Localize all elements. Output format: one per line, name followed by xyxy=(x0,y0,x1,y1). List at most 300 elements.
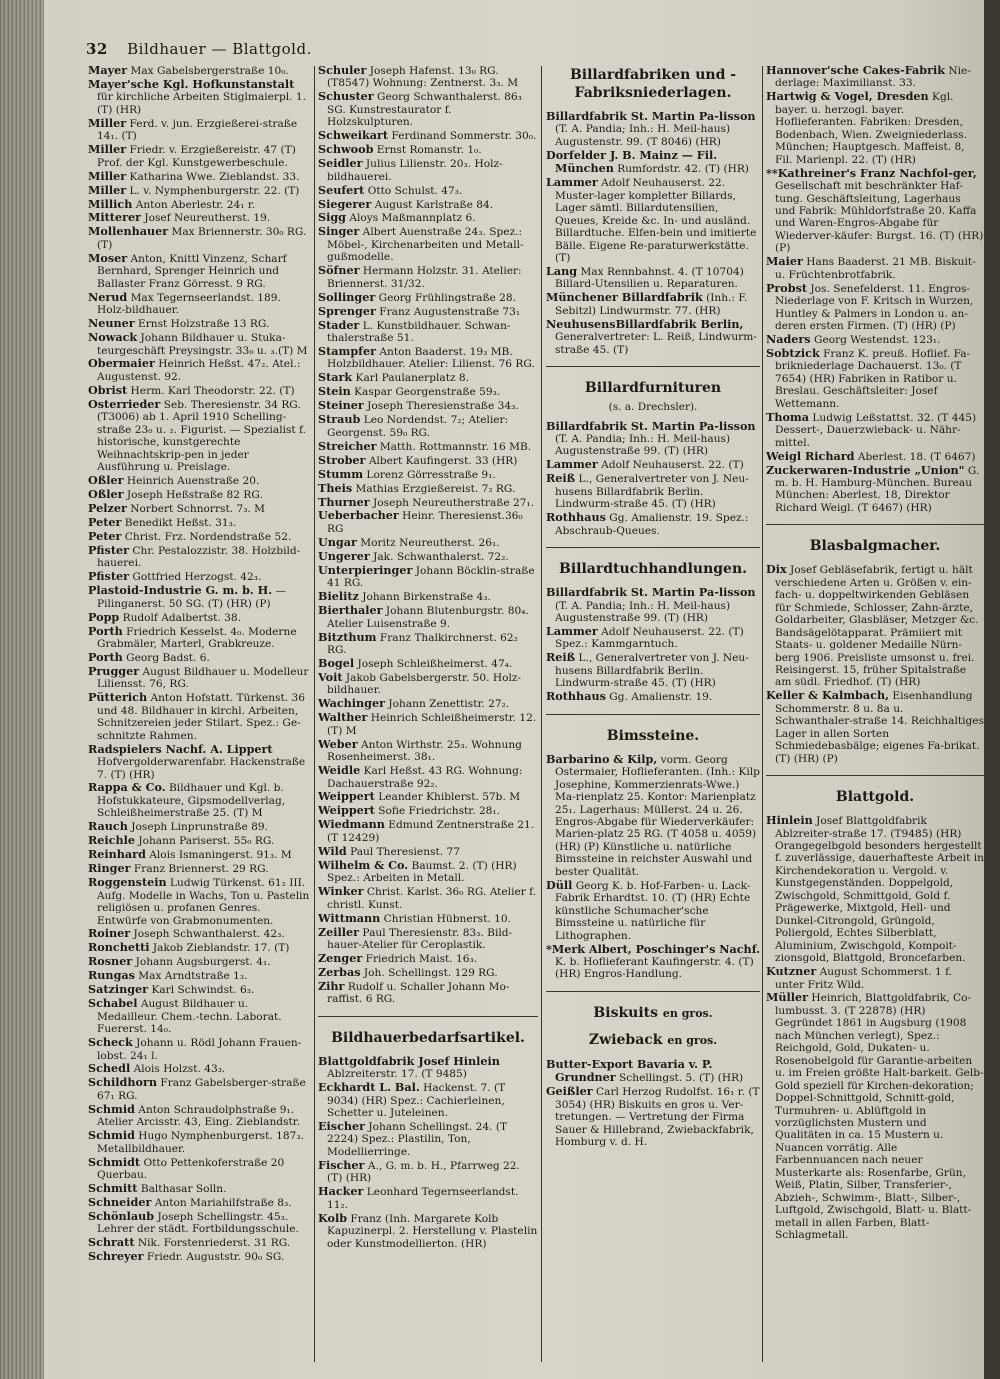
entry-details: Johann Blutenburgstr. 80₄. Atelier Luisenstraße 9. xyxy=(327,605,529,630)
directory-entry xyxy=(546,291,760,317)
entry-details: Friedr. v. Erzgießereistr. 47 (T) Prof. der Kgl. Kunstgewerbeschule. xyxy=(97,144,296,169)
entry-details: K. b. Hoflieferant Kaufingerstr. 4. (T) (HR) Engros-Handlung. xyxy=(555,955,754,981)
entry-details: Franz Briennerst. 29 RG. xyxy=(130,863,269,876)
directory-entry xyxy=(766,965,984,991)
directory-entry xyxy=(766,90,984,166)
entry-name: Probst xyxy=(766,280,808,295)
entry-details: Jakob Gabelsbergerstr. 50. Holz-bildhauer. xyxy=(327,671,522,697)
entry-details: Georg K. b. Hof-Farben- u. Lack-Fabrik Erhardtst. 10. (T) (HR) Echte künstliche Schumacher'sche Bimssteine u. natürliche für Lithographen. xyxy=(555,879,751,942)
column-2 xyxy=(318,64,538,1364)
entry-details: Albert Auenstraße 24₃. Spez.: Möbel-, Kirchenarbeiten und Metall-gußmodelle. xyxy=(327,226,524,264)
directory-entry xyxy=(546,318,760,356)
entry-name: Oßler xyxy=(88,487,124,501)
entry-list xyxy=(546,586,760,704)
section-title-suffix: en gros. xyxy=(667,1033,718,1047)
directory-entry xyxy=(88,544,312,570)
directory-entry xyxy=(318,64,538,90)
entry-details: Christ. Karlst. 36₀ RG. Atelier f. christl. Kunst. xyxy=(327,886,537,911)
directory-entry xyxy=(318,711,538,737)
entry-details: Joseph Heßstraße 82 RG. xyxy=(123,489,263,501)
directory-entry xyxy=(318,1120,538,1158)
entry-name: Mayer xyxy=(88,64,128,77)
entry-name: Weber xyxy=(318,736,358,751)
entry-name: Stampfer xyxy=(318,344,376,359)
entry-name: Thoma xyxy=(766,409,810,424)
directory-entry xyxy=(88,1236,312,1249)
entry-name: Zuckerwaren-Industrie „Union" xyxy=(766,462,965,477)
entry-name: Theis xyxy=(318,480,353,495)
entry-details: L., Generalvertreter von J. Neu-husens Billardfabrik Berlin. Lindwurm-straße 45. (T) (HR) xyxy=(555,652,749,690)
entry-details: Hackenst. 7. (T 9034) (HR) Spez.: Cachierleinen, Schetter u. Juteleinen. xyxy=(327,1082,506,1120)
entry-details: Ferdinand Sommerstr. 30₀. xyxy=(388,130,537,143)
entry-details: Johann Zenettistr. 27₂. xyxy=(385,698,510,711)
entry-details: Edmund Zentnerstraße 21. (T 12429) xyxy=(327,819,535,844)
entry-name: Schönlaub xyxy=(88,1208,155,1223)
directory-entry xyxy=(318,564,538,590)
entry-name: Reichle xyxy=(88,833,135,848)
directory-entry xyxy=(88,170,312,183)
entry-name: Schedl xyxy=(88,1061,131,1076)
entry-name: Ueberbacher xyxy=(318,508,399,523)
directory-entry xyxy=(88,983,312,996)
entry-name: Porth xyxy=(88,623,123,638)
directory-entry xyxy=(318,399,538,412)
entry-name: Miller xyxy=(88,142,127,157)
entry-name: Zerbas xyxy=(318,964,361,979)
directory-entry xyxy=(88,651,312,664)
directory-entry xyxy=(318,845,538,858)
directory-entry xyxy=(88,862,312,875)
entry-name: Mollenhauer xyxy=(88,224,169,239)
section-separator xyxy=(546,714,760,715)
entry-list xyxy=(318,1055,538,1250)
entry-details: Kaspar Georgenstraße 59₃. xyxy=(350,386,501,399)
entry-name: Seidler xyxy=(318,156,363,171)
entry-details: Paul Theresienst. 77 xyxy=(346,845,460,858)
section-title: Blattgold. xyxy=(835,789,915,806)
directory-entry xyxy=(318,385,538,398)
scan-edge xyxy=(984,0,1000,1379)
directory-entry xyxy=(88,198,312,211)
directory-entry xyxy=(318,211,538,224)
entry-details: Anton Wirthstr. 25₃. Wohnung Rosenheimerst. 38₁. xyxy=(327,738,522,764)
entry-details: Friedr. Auguststr. 90₀ SG. xyxy=(143,1251,285,1264)
entry-name: Wittmann xyxy=(318,910,381,925)
entry-details: Christ. Frz. Nordendstraße 52. xyxy=(121,530,292,543)
entry-details: Franz K. preuß. Hoflief. Fa-brikniederlage Dachauerst. 13₀. (T 7654) (HR) Fabriken in Ratibor u. Breslau. Geschäftsleiter: Josef Wettemann. xyxy=(775,347,971,410)
section-title: Bildhauerbedarfsartikel. xyxy=(331,1029,525,1046)
entry-name: Pütterich xyxy=(88,690,148,705)
entry-details: Leo Nordendst. 7₂; Atelier: Georgenst. 59₀ RG. xyxy=(327,414,509,439)
entry-name: Ungar xyxy=(318,534,357,549)
directory-entry xyxy=(88,1156,312,1182)
entry-details: Albert Kaufingerst. 33 (HR) xyxy=(365,454,518,467)
entry-details: Christian Hübnerst. 10. xyxy=(380,912,511,925)
entry-details: Karl Schwindst. 6₃. xyxy=(148,984,255,997)
directory-entry xyxy=(88,941,312,954)
entry-details: Ludwig Leßstattst. 32. (T 445) Dessert-, Dauerzwieback- u. Nähr-mittel. xyxy=(775,411,977,449)
directory-entry xyxy=(766,814,984,964)
entry-details: G. m. b. H. Hamburg-München. Bureau München: Aberlest. 18, Direktor Richard Weigl. (T 6467) (HR) xyxy=(775,464,980,514)
entry-name: Radspielers Nachf. A. Lippert xyxy=(88,741,273,756)
entry-name: Moser xyxy=(88,250,128,265)
section-separator xyxy=(318,1016,538,1017)
entry-details: Baumst. 2. (T) (HR) Spez.: Arbeiten in Metall. xyxy=(327,859,517,885)
entry-details: Josef Gebläsefabrik, fertigt u. hält verschiedene Arten u. Größen v. ein-fach- u. doppeltwirkenden Gebläsen für Schmiede, Schlosser, Zahn-ärzte, Goldarbeiter, Glasbläser, Metzger &c. Bandsägelötapparat. Prämiiert mit Staats- u. goldener Medaille Nürn-berg 1906. Preisliste umsonst u. frei. Reisingerst. 15, früher Spitalstraße am südl. Friedhof. (T) (HR) xyxy=(775,564,979,689)
entry-name: Miller xyxy=(88,182,127,197)
entry-details: Sofie Friedrichstr. 28₁. xyxy=(374,805,501,818)
entry-details: Rudolf Adalbertst. 38. xyxy=(119,611,242,624)
entry-details: Max Tegernseerlandst. 189. Holz-bildhauer. xyxy=(97,291,281,317)
entry-name: Lang xyxy=(546,263,578,278)
entry-details: Heinrich Schleißheimerstr. 12. (T) M xyxy=(327,712,537,737)
entry-name: *Merk Albert, Poschinger's Nachf. xyxy=(546,941,760,956)
entry-name: Rungas xyxy=(88,968,135,983)
page-number: 32 xyxy=(86,40,108,58)
directory-entry xyxy=(88,211,312,224)
book-gutter xyxy=(0,0,44,1379)
entry-details: August Bildhauer u. Modelleur Liliensst. 76, RG. xyxy=(97,665,309,691)
entry-details: Joseph Schleißheimerst. 47₄. xyxy=(354,657,513,670)
entry-details: Nik. Forstenriederst. 31 RG. xyxy=(134,1237,291,1250)
entry-details: Anton Hofstatt. Türkenst. 36 und 48. Bildhauer in kirchl. Arbeiten, Schnitzereien jeder Stilart. Spez.: Ge-schnitzte Rahmen. xyxy=(97,692,305,742)
entry-details: Julius Lilienstr. 20₃. Holz-bildhauerei. xyxy=(327,158,503,183)
directory-entry xyxy=(318,790,538,803)
directory-entry xyxy=(318,454,538,467)
directory-entry xyxy=(88,691,312,742)
entry-details: Max Rennbahnst. 4. (T 10704) Billard-Utensilien u. Reparaturen. xyxy=(555,265,744,291)
entry-details: Paul Theresienstr. 83₃. Bild-hauer-Atelier für Ceroplastik. xyxy=(327,926,513,951)
entry-details: Franz Thalkirchnerst. 62₂ RG. xyxy=(327,631,518,656)
directory-entry xyxy=(88,502,312,515)
entry-name: Blattgoldfabrik Josef Hinlein xyxy=(318,1053,500,1068)
entry-name: Millich xyxy=(88,196,133,211)
entry-name: Neuner xyxy=(88,316,135,331)
directory-entry xyxy=(318,804,538,817)
entry-name: Ronchetti xyxy=(88,940,150,955)
entry-details: Franz Gabelsberger-straße 67₁ RG. xyxy=(97,1077,306,1102)
entry-details: Katharina Wwe. Zieblandst. 33. xyxy=(126,170,300,183)
entry-list xyxy=(766,563,984,765)
entry-name: Satzinger xyxy=(88,982,149,997)
entry-details: Adolf Neuhauserst. 22. Muster-lager kompletter Billards, Lager sämtl. Billardutensilien, Queues, Kreide &c. In- und ausländ. Billardtuche. Elfen-bein und imitierte Bälle. Eigene Re-paraturwerkstätte. (T) xyxy=(555,177,757,264)
directory-entry xyxy=(766,689,984,765)
entry-name: Pfister xyxy=(88,542,130,557)
entry-name: Schmidt xyxy=(88,1154,141,1169)
entry-details: Seb. Theresienstr. 34 RG. (T3006) ab 1. April 1910 Schelling-straße 23₀ u. ₂. Figurist. — Spezialist f. historische, kunstgerechte Weihnachtskrip-pen in jeder Ausführung u. Preislage. xyxy=(97,398,306,474)
column-rule xyxy=(541,66,542,1362)
entry-details: Max Arndtstraße 1₃. xyxy=(134,970,248,983)
directory-entry xyxy=(318,509,538,535)
entry-details: Joseph Theresienstraße 34₃. xyxy=(363,400,519,413)
directory-entry xyxy=(318,440,538,453)
entry-name: Voit xyxy=(318,669,343,684)
entry-details: (T. A. Pandia; Inh.: H. Meil-haus) Augustenstr. 99. (T 8046) (HR) xyxy=(555,123,731,148)
directory-entry xyxy=(546,1085,760,1148)
entry-name: Sobtzick xyxy=(766,345,820,360)
directory-entry xyxy=(318,143,538,156)
entry-name: Lammer xyxy=(546,624,598,638)
directory-entry xyxy=(88,474,312,487)
directory-entry xyxy=(88,143,312,169)
entry-name: Singer xyxy=(318,224,360,239)
directory-entry xyxy=(88,1129,312,1155)
entry-details: Hugo Nymphenburgerst. 187₃. Metallbildhauer. xyxy=(97,1130,304,1155)
entry-name: Eckhardt L. Bal. xyxy=(318,1080,420,1095)
entry-name: Maier xyxy=(766,254,803,269)
entry-details: Joh. Schellingst. 129 RG. xyxy=(360,966,498,979)
entry-name: Unterpieringer xyxy=(318,562,413,577)
entry-details: Joseph Hafenst. 13₀ RG. (T8547) Wohnung: Zentnerst. 3₃. M xyxy=(327,65,519,90)
directory-entry xyxy=(88,291,312,317)
section-title xyxy=(546,1004,760,1023)
entry-details: Hofvergolderwarenfabr. Hackenstraße 7. (T) (HR) xyxy=(97,756,306,781)
entry-name: Zihr xyxy=(318,978,345,993)
directory-entry xyxy=(546,511,760,537)
directory-entry xyxy=(318,305,538,318)
directory-entry xyxy=(546,943,760,981)
entry-name: Billardfabrik St. Martin Pa-lisson xyxy=(546,585,756,600)
entry-name: Lammer xyxy=(546,457,598,472)
entry-details: — Pilinganerst. 50 SG. (T) (HR) (P) xyxy=(97,585,287,610)
entry-details: Anton Aberlestr. 24₁ r. xyxy=(132,198,256,211)
entry-name: Obrist xyxy=(88,382,128,397)
directory-entry xyxy=(546,586,760,624)
entry-name: Obermaier xyxy=(88,356,155,371)
entry-list xyxy=(318,64,538,1006)
directory-entry xyxy=(318,198,538,211)
directory-entry xyxy=(88,927,312,940)
entry-details: Nie-derlage: Maximilianst. 33. xyxy=(775,65,971,90)
directory-entry xyxy=(318,738,538,764)
entry-name: Schreyer xyxy=(88,1249,144,1264)
directory-entry xyxy=(318,657,538,670)
entry-name: Roggenstein xyxy=(88,875,167,890)
directory-entry xyxy=(88,398,312,474)
directory-entry xyxy=(88,384,312,397)
entry-details: Aloys Maßmannplatz 6. xyxy=(345,212,476,225)
directory-entry xyxy=(766,255,984,281)
directory-entry xyxy=(318,184,538,197)
directory-entry xyxy=(88,78,312,116)
entry-details: Joseph Schellingstr. 45₃. Lehrer der städt. Fortbildungsschule. xyxy=(97,1210,299,1236)
entry-name: Weippert xyxy=(318,803,375,818)
entry-details: Alois Ismaningerst. 91₃. M xyxy=(145,849,292,862)
entry-details: Johann Pariserst. 55₀ RG. xyxy=(134,835,275,848)
entry-details: Ludwig Türkenst. 61₂ III. Aufg. Modelle in Wachs, Ton u. Pastelin religiösen u. profanen Genres. Entwürfe von Grabmonumenten. xyxy=(97,877,310,927)
directory-entry xyxy=(318,482,538,495)
directory-entry xyxy=(88,834,312,847)
entry-name: Rauch xyxy=(88,819,128,834)
section-title-main: Zwieback xyxy=(588,1031,663,1048)
directory-entry xyxy=(766,167,984,255)
entry-name: Wiedmann xyxy=(318,817,385,832)
directory-entry xyxy=(546,651,760,689)
directory-entry xyxy=(546,879,760,942)
entry-details: Bildhauer und Kgl. b. Hofstukkateure, Gipsmodellverlag, Schleißheimerstraße 25. (T) M xyxy=(97,782,286,820)
directory-entry xyxy=(88,997,312,1035)
directory-entry xyxy=(318,90,538,128)
entry-details: Georg Schwanthalerst. 86₃ SG. Kunstrestaurator f. Holzskulpturen. xyxy=(327,91,522,129)
directory-entry xyxy=(318,590,538,603)
entry-name: Billardfabrik St. Martin Pa-lisson xyxy=(546,418,756,433)
entry-name: Dix xyxy=(766,562,787,577)
directory-entry xyxy=(88,1182,312,1195)
entry-name: Peter xyxy=(88,514,122,529)
directory-entry xyxy=(318,496,538,509)
entry-details: Gottfried Herzogst. 42₃. xyxy=(129,571,262,584)
entry-details: Rudolf u. Schaller Johann Mo-raffist. 6 RG. xyxy=(327,980,510,1006)
entry-name: Wachinger xyxy=(318,696,386,711)
directory-entry xyxy=(88,584,312,610)
entry-details: Georg Badst. 6. xyxy=(122,651,210,664)
directory-entry xyxy=(546,420,760,458)
entry-name: Münchener Billardfabrik xyxy=(546,290,703,305)
entry-name: Hacker xyxy=(318,1184,364,1199)
entry-details: (T. A. Pandia; Inh.: H. Meil-haus) Augustenstraße 99. (T) (HR) xyxy=(555,599,731,625)
entry-details: L., Generalvertreter von J. Neu-husens Billardfabrik Berlin. Lindwurm-straße 45. (T) (HR) xyxy=(555,473,749,511)
section-separator xyxy=(546,547,760,548)
entry-name: Hinlein xyxy=(766,813,813,828)
directory-entry xyxy=(318,371,538,384)
entry-details: Josef Blattgoldfabrik Ablzreiter-straße 17. (T9485) (HR) Orangegelbgold besonders hergestellt f. zuverlässige, dauerhafteste Arbeit in Kirchendekoration u. Vergold. v. Kunstgegenständen. Doppelgold, Zwischgold, Schmittgold, Gold f. Prägewerke, Mixtgold, Hell- und Dunkel-Citrongold, Grüngold, Poliergold, Echtes Silberblatt, Aluminium, Zwischgold, Kompoit-zionsgold, Blattgold, Broncefarben. xyxy=(775,815,984,965)
entry-name: Billardfabrik St. Martin Pa-lisson xyxy=(546,109,756,123)
entry-name: Popp xyxy=(88,609,120,624)
entry-name: Fischer xyxy=(318,1157,365,1172)
entry-name: Müller xyxy=(766,990,809,1005)
column-4 xyxy=(766,64,984,1364)
entry-details: Jos. Senefelderst. 11. Engros-Niederlage von F. Kritsch in Wurzen, Huntley & Palmers in London u. an-deren ersten Firmen. (T) (HR) (P) xyxy=(775,282,974,333)
directory-entry xyxy=(766,563,984,689)
directory-entry xyxy=(318,764,538,790)
directory-entry xyxy=(318,291,538,304)
directory-entry xyxy=(318,604,538,630)
entry-list xyxy=(88,64,312,1264)
entry-details: Hans Baaderst. 21 MB. Biskuit-u. Früchtenbrotfabrik. xyxy=(775,256,976,281)
directory-entry xyxy=(318,966,538,979)
entry-details: Ferd. v. jun. Erzgießerei-straße 14₁. (T) xyxy=(97,117,298,143)
entry-details: Aberlest. 18. (T 6467) xyxy=(854,450,976,463)
directory-entry xyxy=(546,690,760,703)
directory-entry xyxy=(318,1081,538,1119)
entry-name: Wild xyxy=(318,843,347,858)
column-rule xyxy=(314,66,315,1362)
entry-details: Heinr. Theresienst.36₀ RG xyxy=(327,510,523,535)
section-separator xyxy=(766,524,984,525)
section-title: Billardfurnituren xyxy=(584,380,722,397)
directory-entry xyxy=(766,282,984,333)
entry-details: Georg Westendst. 123₁. xyxy=(810,334,941,347)
entry-details: August Schommerst. 1 f. unter Fritz Wild. xyxy=(775,966,953,991)
entry-name: Plastoid-Industrie G. m. b. H. xyxy=(88,583,273,598)
directory-entry xyxy=(318,550,538,563)
directory-entry xyxy=(318,912,538,925)
directory-entry xyxy=(546,625,760,651)
entry-name: Pelzer xyxy=(88,500,127,515)
page-header xyxy=(86,40,686,62)
directory-entry xyxy=(318,818,538,844)
directory-entry xyxy=(318,885,538,911)
entry-name: Schwoob xyxy=(318,142,374,157)
entry-name: Schuler xyxy=(318,64,367,77)
entry-details: Anton Schraudolphstraße 9₁. Atelier Arcisstr. 43, Eing. Zieblandstr. xyxy=(97,1103,301,1129)
directory-entry xyxy=(88,516,312,529)
entry-name: Steiner xyxy=(318,398,364,413)
entry-details: Rumfordstr. 42. (T) (HR) xyxy=(613,163,749,176)
entry-name: Schneider xyxy=(88,1195,152,1210)
entry-details: Norbert Schnorrst. 7₃. M xyxy=(126,502,266,515)
entry-details: Franz (Inh. Margarete Kolb Kapuzinerpl. 2. Herstellung v. Plastelin oder Kunstmodellierton. (HR) xyxy=(327,1212,538,1250)
entry-name: Schildhorn xyxy=(88,1075,157,1090)
entry-name: Schabel xyxy=(88,996,138,1011)
directory-entry xyxy=(88,1076,312,1102)
directory-entry xyxy=(88,848,312,861)
directory-entry xyxy=(318,631,538,657)
directory-entry xyxy=(318,1212,538,1250)
entry-name: Kutzner xyxy=(766,964,817,979)
directory-entry xyxy=(88,611,312,624)
directory-entry xyxy=(88,64,312,77)
entry-details: Karl Heßst. 43 RG. Wohnung: Dachauerstraße 92₂. xyxy=(327,765,523,790)
entry-details: Jakob Zieblandstr. 17. (T) xyxy=(149,942,290,955)
section-separator xyxy=(546,366,760,367)
entry-details: Alois Holzst. 43₃. xyxy=(130,1063,226,1076)
entry-details: Anton, Knittl Vinzenz, Scharf Bernhard, Sprenger Heinrich und Ballaster Franz Görresst. 9 RG. xyxy=(97,252,287,290)
entry-details: Ernst Romanstr. 1₀. xyxy=(373,144,482,157)
directory-entry xyxy=(318,1159,538,1185)
entry-name: Schmid xyxy=(88,1101,135,1116)
section-title xyxy=(546,1031,760,1050)
section-title-suffix: en gros. xyxy=(662,1006,713,1020)
running-title: Bildhauer — Blattgold. xyxy=(127,40,312,58)
directory-entry xyxy=(546,1058,760,1085)
directory-entry xyxy=(88,743,312,781)
section-separator xyxy=(546,991,760,992)
column-1 xyxy=(88,64,312,1364)
section-subtitle: (s. a. Drechsler). xyxy=(608,401,698,414)
entry-details: L. Kunstbildhauer. Schwan-thalerstraße 51. xyxy=(327,319,511,345)
section-title: Bimssteine. xyxy=(606,727,700,744)
entry-name: Oßler xyxy=(88,473,124,488)
entry-details: A., G. m. b. H., Pfarrweg 22. (T) (HR) xyxy=(327,1159,520,1185)
directory-entry xyxy=(318,1185,538,1211)
directory-entry xyxy=(88,1250,312,1263)
entry-details: Otto Pettenkoferstraße 20 Querbau. xyxy=(97,1156,285,1182)
entry-details: Heinrich, Blattgoldfabrik, Co-lumbusst. 3. (T 22878) (HR) Gegründet 1861 in Augsburg (1908 nach München verlegt), Spez.: Reichgold, Gold, Dukaten- u. Rosenobelgold für Garantie-arbeiten u. im Freien größte Halt-barkeit. Gelb-Gold speziell für Kirchen-dekoration; Doppel-Schnittgold, Schnitt-gold, Turmuhren- u. Ablüftgold in vorzüglichsten Mustern und Qualitäten in ca. 15 Mustern u. Nuancen vorrätig. Alle Farbennuancen nach neuer Musterkarte als: Rosenfarbe, Grün, Weiß, Platin, Silber, Transferier-, Abzieh-, Schwimm-, Blatt-, Silber-, Luftgold, Zwischgold, Blatt- u. Blatt-metall in allen Farben, Blatt-Schlagmetall. xyxy=(775,992,984,1242)
entry-details: Franz Augustenstraße 73₁ xyxy=(375,305,521,318)
entry-details: (Inh.: F. Sebitzl) Lindwurmstr. 77. (HR) xyxy=(555,292,748,317)
entry-name: Scheck xyxy=(88,1035,133,1050)
entry-name: Miller xyxy=(88,168,127,183)
entry-details: Johann Bildhauer u. Stuka-teurgeschäft Preysingstr. 33₀ u. ₃.(T) M xyxy=(97,332,308,357)
entry-details: Mathias Erzgießereist. 7₂ RG. xyxy=(352,482,516,495)
entry-details: Matth. Rottmannstr. 16 MB. xyxy=(376,440,532,453)
entry-details: Max Gabelsbergerstraße 10₀. xyxy=(127,65,289,77)
directory-entry xyxy=(546,265,760,291)
directory-entry xyxy=(546,472,760,510)
entry-name: Sprenger xyxy=(318,303,376,318)
directory-entry xyxy=(88,117,312,143)
entry-details: Anton Mariahilfstraße 8₃. xyxy=(151,1197,292,1210)
entry-details: Max Briennerstr. 30₀ RG. (T) xyxy=(97,226,307,251)
entry-details: Friedrich Kesselst. 4₀. Moderne Grabmäler, Marterl, Grabkreuze. xyxy=(97,625,297,650)
entry-details: Eisenhandlung Schommerstr. 8 u. 8a u. Schwanthaler-straße 14. Reichhaltiges Lager in allen Sorten Schmiedebasbälge; eigenes Fa-brikat. (T) (HR) (P) xyxy=(775,690,984,765)
section-separator xyxy=(766,775,984,776)
entry-name: Kolb xyxy=(318,1210,348,1225)
entry-name: Rothhaus xyxy=(546,510,606,525)
directory-entry xyxy=(318,319,538,345)
entry-name: Thurner xyxy=(318,494,370,509)
